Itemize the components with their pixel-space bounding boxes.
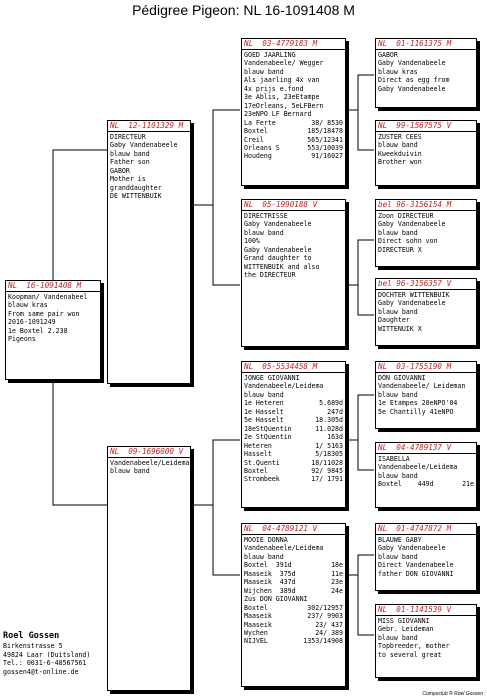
result-row [244,127,343,135]
result-place: 163d [327,433,343,442]
owner-name: Roel Gossen [3,631,60,641]
result-row [244,578,343,586]
pigeon-card-dam[interactable] [107,446,191,691]
result-race: Orleans S [244,143,280,152]
detail-line: blauw band [378,471,418,480]
detail-line: Direct sohn von [378,237,438,246]
result-row [244,561,343,569]
detail-line: blauw band [378,390,418,399]
detail-line: Mother is [110,175,146,184]
result-place: 24e [331,586,343,595]
pigeon-details [376,616,476,660]
result-race: Wychen [244,628,268,637]
result-race: La Ferte [244,118,276,127]
detail-line: Gaby Vandenabeele [378,544,446,553]
result-place: 5.689d [319,399,343,408]
ring-number: bel 96-3156154 M [376,200,476,211]
result-row [378,480,474,488]
ring-number: NL 05-1990188 V [242,200,345,211]
detail-line: blauw band [378,552,418,561]
pigeon-card-ddd[interactable] [375,604,477,678]
result-race: Boxtel [244,466,268,475]
owner-address-line: 49824 Laar (Duitsland) [3,650,91,659]
result-row [244,467,343,475]
detail-line: Topbreeder, mother [378,642,450,651]
pigeon-card-ssd[interactable] [375,120,477,186]
result-race: Maaseik [244,612,272,621]
ring-number: NL 04-4789121 V [242,524,345,535]
result-race: Maaseik [244,620,272,629]
result-race: Boxtel [244,127,268,136]
detail-line: Koopman/ Vandenabeel [8,293,88,301]
result-race: NIJVEL [244,637,268,646]
result-row [244,450,343,458]
result-race: Boxtel 449d [378,480,434,489]
detail-line: Gaby Vandenabeele [378,59,446,68]
result-place: 247d [327,407,343,416]
result-race: Boxtel [244,603,268,612]
result-row [244,136,343,144]
result-place: 18.305d [315,416,343,425]
detail-line: Pigeons [8,335,36,344]
detail-line: Gaby Vandenabeele [378,220,446,229]
detail-line: Vandenabeele/Leidema [244,382,324,391]
detail-line: granddaughter [110,183,162,192]
detail-line: Daughter [378,316,410,325]
result-row [244,442,343,450]
pigeon-card-dam-sire[interactable] [241,361,346,508]
detail-line: DIRECTRISSE [244,212,288,220]
result-place: 23e [331,578,343,587]
result-row [244,612,343,620]
pigeon-details [376,373,476,417]
result-place: 21e [462,480,474,489]
result-row [244,416,343,424]
detail-line: to several great [378,650,442,659]
pigeon-card-sds[interactable] [375,199,477,267]
pigeon-card-sire[interactable] [107,120,191,384]
result-row [244,621,343,629]
ring-number: NL 12-1101329 M [108,121,190,132]
ring-number: NL 09-1696000 V [108,447,190,458]
result-race: Wijchen 389d [244,586,296,595]
owner-phone: Tel.: 0031-6-48567561 [3,659,87,667]
detail-line: DE WITTENBUIK [110,192,162,201]
ring-number: NL 01-1141539 V [376,605,476,616]
detail-line: Gaby Vandenabeele [378,84,446,93]
owner-email: gossen4@t-online.de [3,667,79,676]
detail-line: 1e Etampes 20eNPO'04 [378,399,458,408]
result-row [244,570,343,578]
detail-line: GOED JAARLING [244,51,296,59]
pigeon-card-sire-sire[interactable] [241,38,346,186]
detail-line: 5e Chantilly 41eNPO [378,407,454,416]
result-place: 18e [331,561,343,570]
pigeon-card-sdd[interactable] [375,278,477,346]
result-place: 237/ 9903 [307,612,343,621]
detail-line: blauw band [244,228,284,237]
detail-line: blauw band [110,467,150,476]
detail-line: Zus DON GIOVANNI [244,595,308,604]
detail-line: blauw band [378,228,418,237]
detail-line: Kweekduivin [378,149,422,158]
pigeon-details [376,211,476,255]
ring-number: NL 16-1091408 M [6,281,100,292]
detail-line: blauw kras [378,67,418,76]
result-race: Hasselt [244,450,272,459]
detail-line: the DIRECTEUR [244,271,296,280]
result-race: Creil [244,135,264,144]
detail-line: Brother won [378,158,422,167]
result-place: 565/12341 [307,135,343,144]
detail-line: Direct as egg from [378,76,450,85]
detail-line: Father son [110,158,150,167]
result-race: St.Quenti [244,458,280,467]
detail-line: DIRECTEUR [110,133,146,141]
result-row [244,144,343,152]
detail-line: blauw band [110,149,150,158]
ring-number: NL 03-4779183 M [242,39,345,50]
pigeon-card-dsd[interactable] [375,442,477,508]
detail-line: WITTENUIK X [378,324,422,333]
detail-line: GABOR [378,51,398,59]
result-race: Heteren [244,441,272,450]
pigeon-details [376,535,476,579]
pigeon-details [6,292,100,345]
detail-line: MISS GIOVANNI [378,617,430,625]
detail-line: MOOIE DONNA [244,536,288,544]
owner-address-line: Birkenstrasse 5 [3,642,63,650]
detail-line: blauw band [378,307,418,316]
footer-credit: Compuclub ® Roel Gossen [422,691,483,697]
result-place: 24/ 389 [315,628,343,637]
result-place: 185/18478 [307,127,343,136]
owner-info [3,631,90,676]
detail-line: DOCHTER WITTENBUIK [378,291,450,299]
detail-line: Gebr. Leideman [378,625,434,634]
result-row [244,587,343,595]
result-race: Houdeng [244,152,272,161]
detail-line: Vandenabeele/Leidema [244,544,324,553]
pigeon-details [242,535,345,647]
pigeon-details [376,132,476,168]
result-race: 18eStQuentin [244,424,292,433]
ring-number: NL 01-1161375 M [376,39,476,50]
result-place: 92/ 9845 [311,466,343,475]
result-row [244,629,343,637]
pigeon-card-sire-dam[interactable] [241,199,346,347]
detail-line: 23eNPO LF Bernard [244,110,312,119]
result-race: 5e Hasselt [244,416,284,425]
ring-number: NL 05-5534458 M [242,362,345,373]
detail-line: Als jaarling 4x van [244,76,320,85]
detail-line: Vandenabeele/ Wegger [244,59,324,68]
detail-line: blauw band [378,633,418,642]
result-place: 553/10039 [307,143,343,152]
page-title: Pédigree Pigeon: NL 16-1091408 M [132,2,355,18]
result-place: 5/18305 [315,450,343,459]
result-place: 11.028d [315,424,343,433]
result-row [244,399,343,407]
detail-line: WITTENBUIK and also [244,262,320,271]
detail-line: blauw band [244,390,284,399]
result-row [244,408,343,416]
result-place: 18/11028 [311,458,343,467]
detail-line: Direct Vandenabeele [378,561,454,570]
pigeon-details [108,458,190,477]
result-place: 1/ 5163 [315,441,343,450]
result-row [244,425,343,433]
pigeon-card-dam-dam[interactable] [241,523,346,687]
result-place: 17/ 1791 [311,475,343,484]
detail-line: Gaby Vandenabeele [244,245,312,254]
detail-line: Vandenabeele/Leidema [378,463,458,472]
result-place: 11e [331,569,343,578]
result-race: Strombeek [244,475,280,484]
pigeon-details [108,132,190,202]
detail-line: 100% [244,237,260,246]
detail-line: DIRECTEUR X [378,245,422,254]
pigeon-card-subject[interactable] [5,280,101,380]
ring-number: NL 01-4747872 M [376,524,476,535]
result-row [244,604,343,612]
detail-line: ISABELLA [378,455,410,463]
detail-line: 2016-1091249 [8,318,56,327]
pigeon-card-dds[interactable] [375,523,477,591]
result-row [244,459,343,467]
result-row [244,637,343,645]
result-race: 1e Hasselt [244,407,284,416]
pigeon-details [242,373,345,485]
detail-line: blauw kras [8,301,48,310]
detail-line: ZUSTER CEES [378,133,422,141]
detail-line: DON GIOVANNI [378,374,426,382]
detail-line: JONGE GIOVANNI [244,374,300,382]
detail-line: Zoon DIRECTEUR [378,212,434,220]
pigeon-details [242,50,345,162]
result-race: 1e Heteren [244,399,284,408]
ring-number: NL 99-1567575 V [376,121,476,132]
detail-line: Vandenabeele/Leidema [110,459,190,467]
detail-line: father DON GIOVANNI [378,569,454,578]
result-row [244,475,343,483]
detail-line: 3e Ablis, 23eEtampe [244,93,320,102]
detail-line: Gaby Vandenabeele [244,220,312,229]
detail-line: blauw band [378,141,418,150]
result-race: Boxtel 391d [244,561,292,570]
pigeon-details [242,211,345,281]
result-race: Maaseik 375d [244,569,296,578]
pigeon-card-dss[interactable] [375,361,477,429]
detail-line: Gaby Vandenabeele [378,299,446,308]
result-race: 2e StQuentin [244,433,292,442]
detail-line: 17eOrleans, 5eLFBern [244,101,324,110]
ring-number: bel 96-3156357 V [376,279,476,290]
result-row [244,119,343,127]
pigeon-details [376,50,476,94]
result-race: Maaseik 437d [244,578,296,587]
detail-line: Vandenabeele/ Leideman [378,382,466,391]
result-place: 302/12957 [307,603,343,612]
detail-line: blauw band [244,552,284,561]
ring-number: NL 03-1755190 M [376,362,476,373]
detail-line: BLAUWE GABY [378,536,422,544]
detail-line: Grand daughter to [244,254,312,263]
result-place: 23/ 437 [315,620,343,629]
result-place: 1353/14908 [303,637,343,646]
detail-line: blauw band [244,67,284,76]
pigeon-details [376,454,476,490]
ring-number: NL 04-4789137 V [376,443,476,454]
pigeon-details [376,290,476,334]
detail-line: Gaby Vandenabeele [110,141,178,150]
result-row [244,433,343,441]
detail-line: GABOR [110,166,130,175]
result-place: 38/ 8530 [311,118,343,127]
detail-line: 4x prijs e.fond [244,84,304,93]
result-place: 91/16027 [311,152,343,161]
detail-line: From same pair won [8,309,80,318]
result-row [244,152,343,160]
pigeon-card-sss[interactable] [375,38,477,108]
detail-line: 1e Boxtel 2.238 [8,326,68,335]
